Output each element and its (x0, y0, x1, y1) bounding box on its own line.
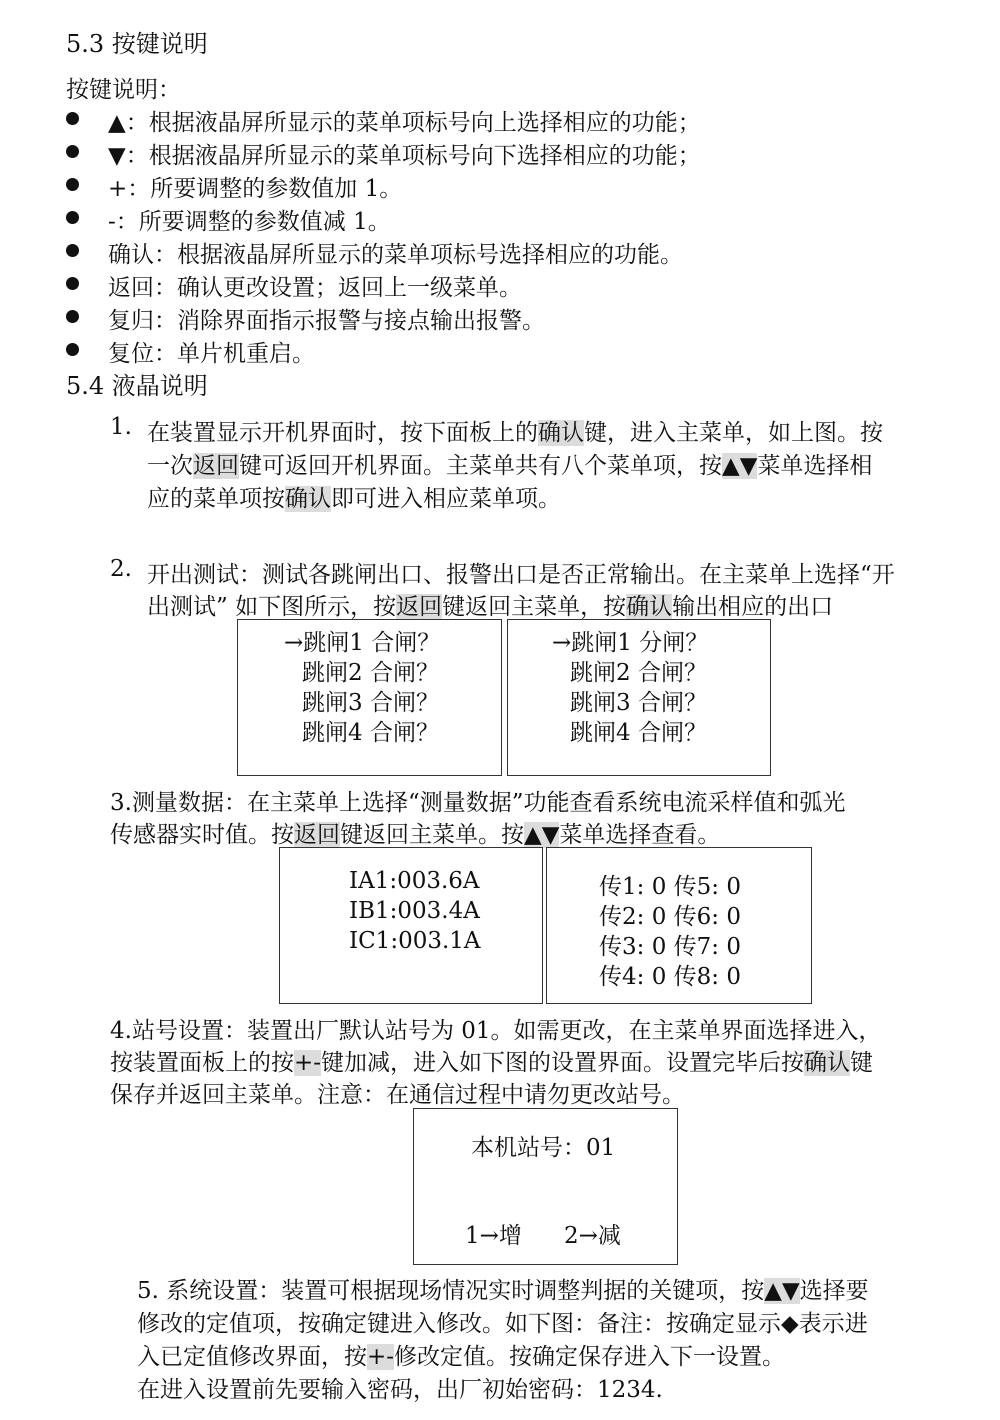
list-item: 复归：消除界面指示报警与接点输出报警。 (108, 308, 545, 334)
para2-line1: 开出测试：测试各跳闸出口、报警出口是否正常输出。在主菜单上选择“开 (147, 562, 895, 588)
lcd-line: 跳闸3 合闸？ (570, 690, 707, 716)
lcd-box-trip-close (237, 619, 502, 776)
para1-line1: 在装置显示开机界面时，按下面板上的确认键，进入主菜单，如上图。按 (147, 420, 883, 446)
list-item: -：所要调整的参数值减 1。 (108, 209, 391, 235)
lcd-line: 跳闸2 合闸？ (302, 660, 439, 686)
lcd-line: 跳闸4 合闸？ (570, 720, 707, 746)
lcd-station-title: 本机站号：01 (471, 1135, 616, 1161)
para4-line1: 4.站号设置：装置出厂默认站号为 01。如需更改，在主菜单界面选择进入， (110, 1018, 882, 1044)
lcd-box-currents (279, 847, 543, 1004)
lcd-box-trip-open (507, 619, 771, 776)
lcd-line: 跳闸3 合闸？ (302, 690, 439, 716)
para2-number: 2. (110, 556, 132, 582)
lcd-line: 跳闸2 合闸？ (570, 660, 707, 686)
list-item: 返回：确认更改设置；返回上一级菜单。 (108, 275, 522, 301)
lcd-line: 传2: 0 传6: 0 (599, 904, 741, 930)
section-5-3-heading: 5.3 按键说明 (66, 30, 208, 58)
para1-number: 1. (110, 414, 132, 440)
list-item: ▼：根据液晶屏所显示的菜单项标号向下选择相应的功能； (108, 143, 701, 169)
list-item: 复位：单片机重启。 (108, 341, 315, 367)
lcd-line: 跳闸4 合闸？ (302, 720, 439, 746)
para1-line3: 应的菜单项按确认即可进入相应菜单项。 (147, 486, 561, 512)
bullet-dot (66, 211, 79, 224)
para3-line1: 3.测量数据：在主菜单上选择“测量数据”功能查看系统电流采样值和弧光 (110, 790, 846, 816)
para5-line1: 5. 系统设置：装置可根据现场情况实时调整判据的关键项，按▲▼选择要 (137, 1278, 869, 1304)
lcd-line: →跳闸1 合闸？ (284, 630, 441, 656)
lcd-line: IA1:003.6A (349, 868, 480, 894)
lcd-line: 传4: 0 传8: 0 (599, 964, 741, 990)
bullet-dot (66, 145, 79, 158)
list-item: +：所要调整的参数值加 1。 (108, 176, 403, 202)
lcd-box-sensors (546, 847, 812, 1004)
para5-line4: 在进入设置前先要输入密码，出厂初始密码：1234. (137, 1377, 663, 1403)
lcd-box-station-id (413, 1108, 678, 1265)
key-intro-text: 按键说明： (66, 77, 181, 103)
bullet-dot (66, 244, 79, 257)
para4-line2: 按装置面板上的按+-键加减，进入如下图的设置界面。设置完毕后按确认键 (110, 1050, 874, 1076)
lcd-line: 传3: 0 传7: 0 (599, 934, 741, 960)
bullet-dot (66, 343, 79, 356)
lcd-line: 传1: 0 传5: 0 (599, 874, 741, 900)
bullet-dot (66, 178, 79, 191)
section-5-4-heading: 5.4 液晶说明 (66, 372, 208, 400)
para5-line2: 修改的定值项，按确定键进入修改。如下图：备注：按确定显示◆表示进 (137, 1311, 868, 1337)
bullet-dot (66, 277, 79, 290)
list-item: ▲：根据液晶屏所显示的菜单项标号向上选择相应的功能； (108, 110, 701, 136)
bullet-dot (66, 112, 79, 125)
lcd-line: IB1:003.4A (349, 898, 480, 924)
lcd-line: →跳闸1 分闸？ (552, 630, 709, 656)
list-item: 确认：根据液晶屏所显示的菜单项标号选择相应的功能。 (108, 242, 683, 268)
bullet-dot (66, 310, 79, 323)
lcd-option-decrease: 2→减 (564, 1223, 621, 1249)
para4-line3: 保存并返回主菜单。注意：在通信过程中请勿更改站号。 (110, 1082, 685, 1108)
lcd-line: IC1:003.1A (349, 928, 481, 954)
para3-line2: 传感器实时值。按返回键返回主菜单。按▲▼菜单选择查看。 (110, 822, 721, 848)
para2-line2: 出测试” 如下图所示，按返回键返回主菜单，按确认输出相应的出口 (147, 594, 834, 620)
lcd-option-increase: 1→增 (465, 1223, 522, 1249)
para1-line2: 一次返回键可返回开机界面。主菜单共有八个菜单项，按▲▼菜单选择相 (147, 453, 873, 479)
para5-line3: 入已定值修改界面，按+-修改定值。按确定保存进入下一设置。 (137, 1344, 786, 1370)
